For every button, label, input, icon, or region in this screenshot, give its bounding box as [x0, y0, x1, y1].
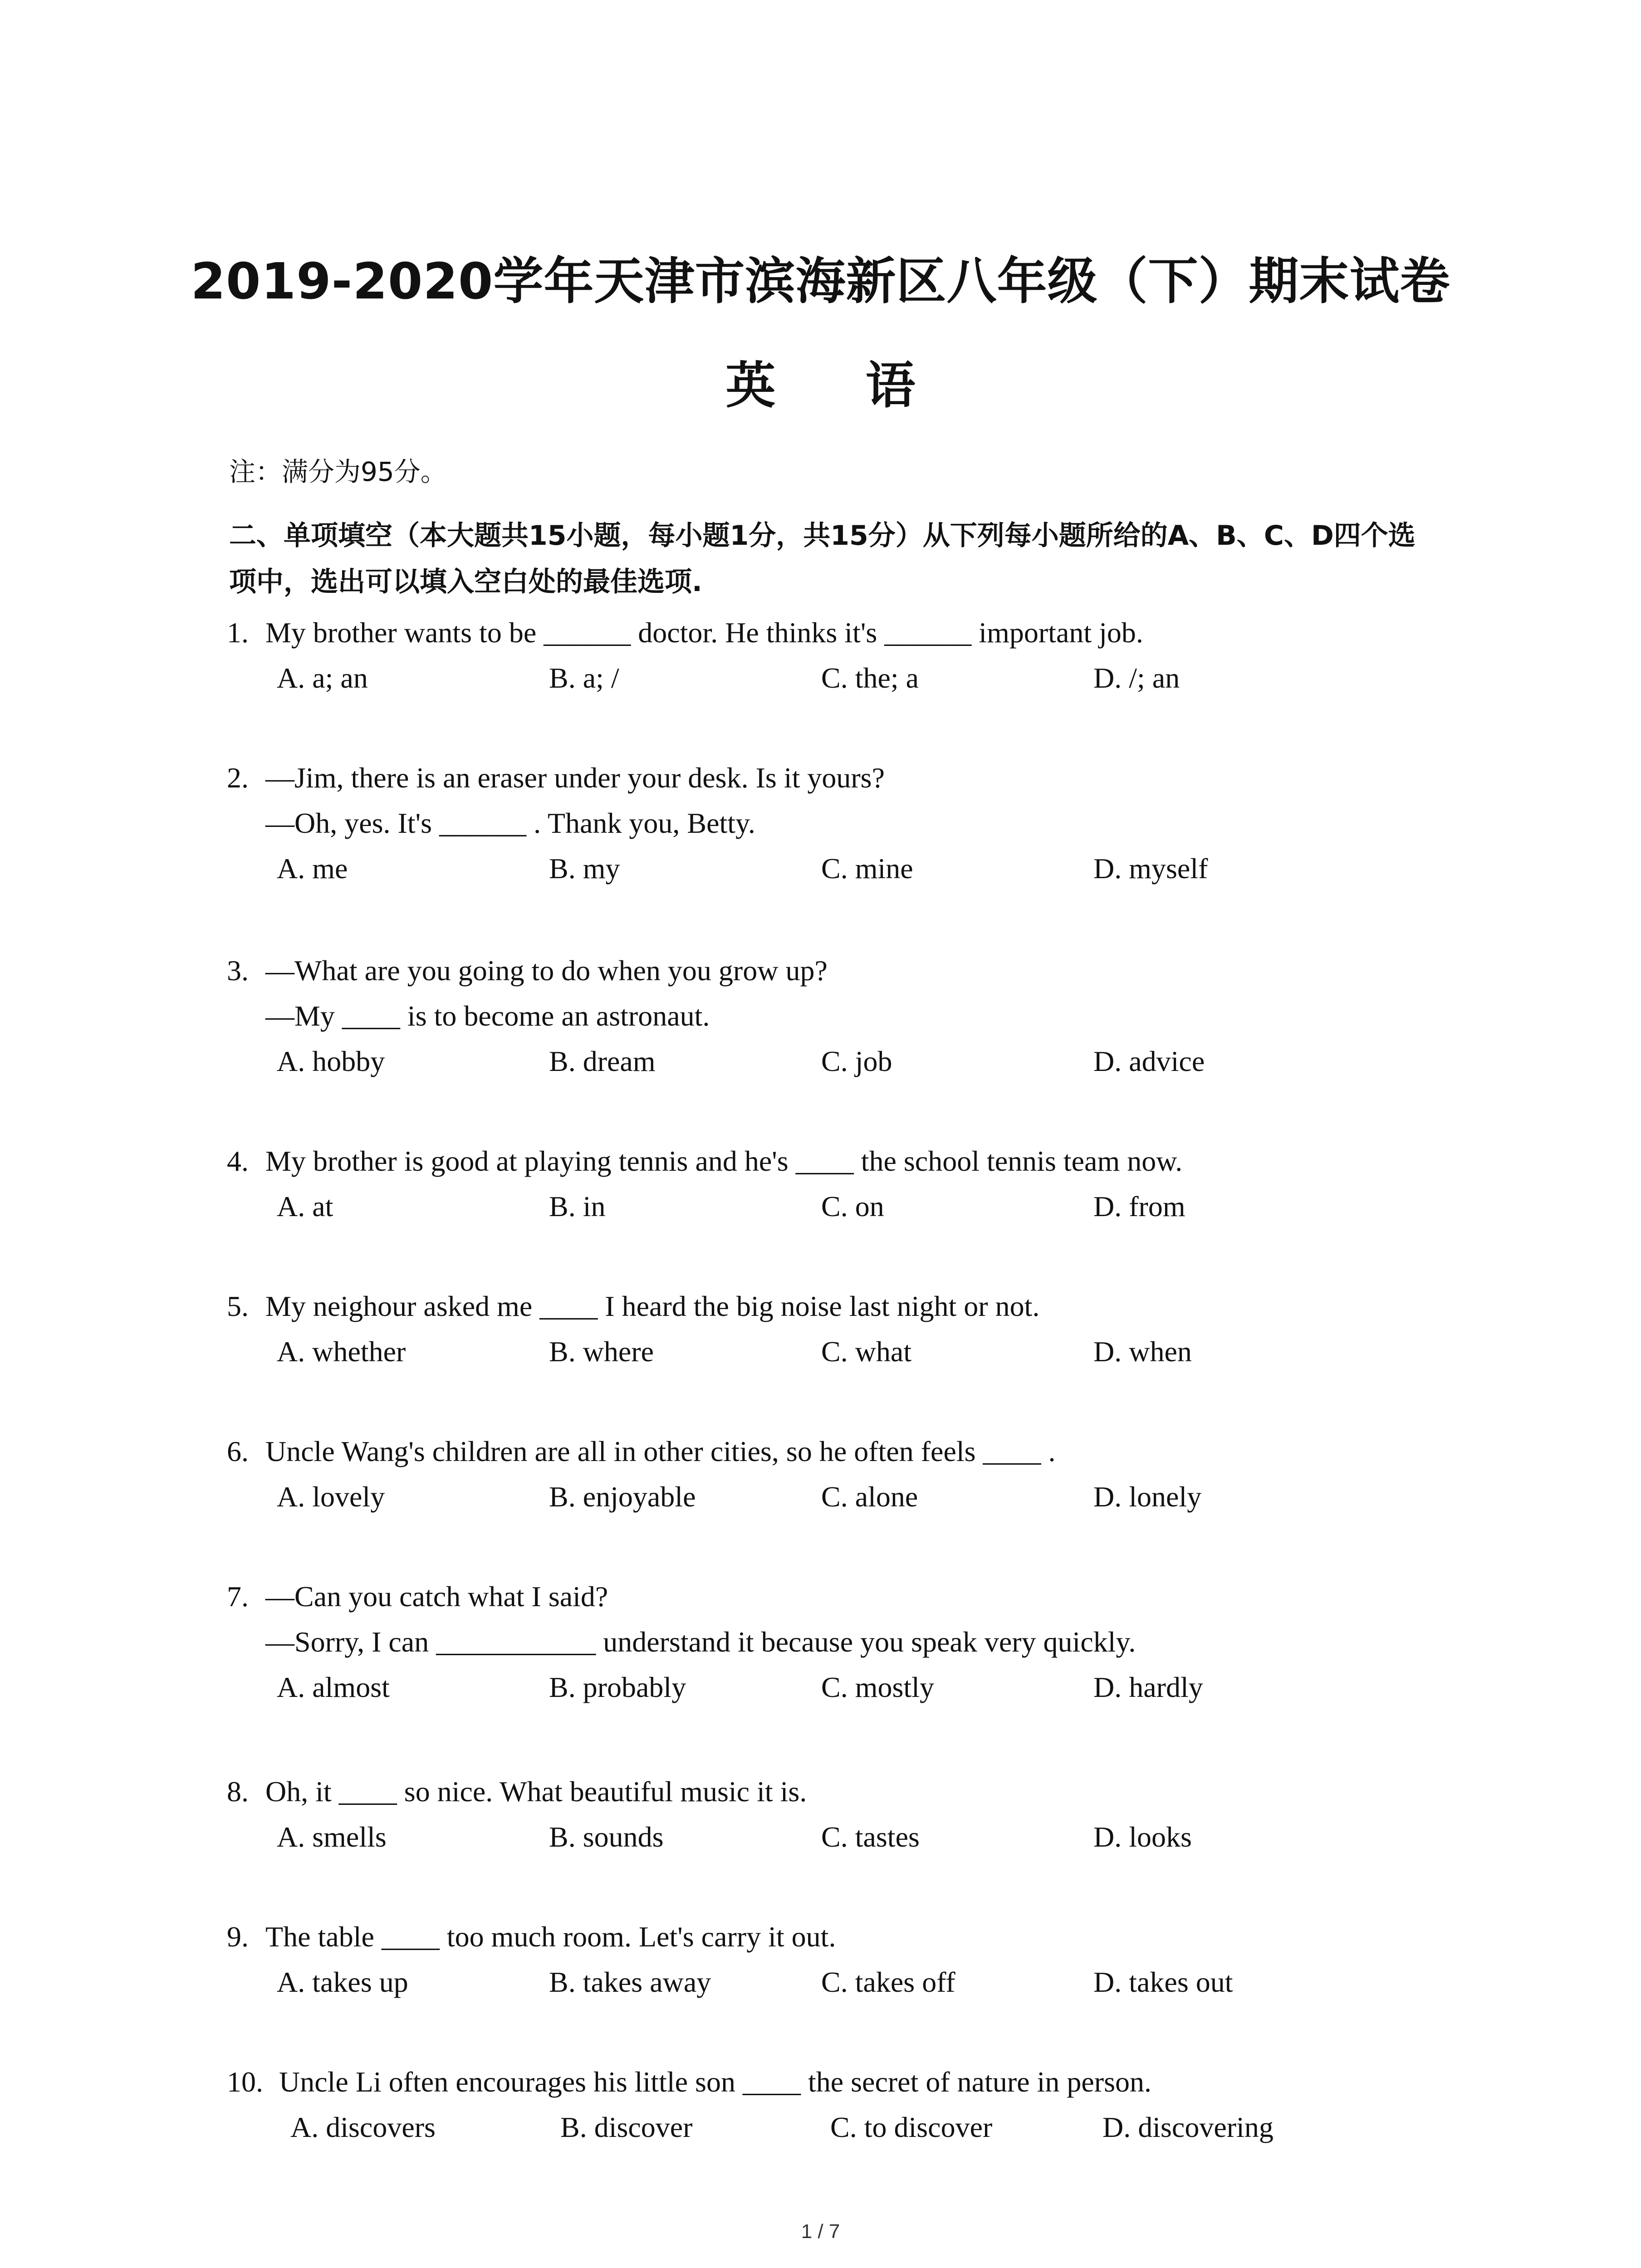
question-text: —Can you catch what I said? [265, 1580, 608, 1613]
page-title: 2019-2020学年天津市滨海新区八年级（下）期末试卷 [191, 252, 1450, 310]
question-text: —Jim, there is an eraser under your desk. Is it yours? [265, 762, 885, 794]
option-b: B. dream [549, 1045, 656, 1077]
option-a: A. me [277, 852, 348, 885]
option-c: C. mostly [821, 1671, 934, 1703]
option-a: A. discovers [290, 2111, 436, 2143]
option-a: A. smells [277, 1821, 387, 1853]
option-d: D. myself [1093, 852, 1208, 885]
question-4 [227, 1139, 1185, 1229]
option-a: A. takes up [277, 1966, 408, 1998]
option-row [277, 1474, 1202, 1520]
option-a: A. hobby [277, 1045, 385, 1077]
option-row [277, 1184, 1185, 1229]
question-number: 2. [227, 762, 249, 794]
question-number: 9. [227, 1921, 249, 1953]
question-text: My neighour asked me ____ I heard the big noise last night or not. [265, 1290, 1040, 1322]
option-a: A. lovely [277, 1481, 385, 1513]
question-number: 10. [227, 2066, 263, 2098]
option-d: D. /; an [1093, 662, 1180, 694]
subject-title: 英 语 [725, 357, 952, 415]
option-d: D. lonely [1093, 1481, 1202, 1513]
question-5 [227, 1284, 1192, 1374]
option-row [277, 1665, 1203, 1710]
option-d: D. hardly [1093, 1671, 1203, 1703]
option-a: A. at [277, 1190, 333, 1222]
question-6 [227, 1429, 1202, 1520]
page-number: 1 / 7 [801, 2220, 840, 2243]
section-heading: 二、单项填空（本大题共15小题，每小题1分，共15分）从下列每小题所给的A、B、C、D四个选项中，选出可以填入空白处的最佳选项. [229, 520, 1416, 598]
question-stem [227, 610, 1143, 655]
option-row [277, 1814, 1192, 1860]
question-stem [227, 948, 828, 993]
option-d: D. advice [1093, 1045, 1205, 1077]
option-row [277, 655, 1180, 701]
option-row [290, 2105, 1274, 2150]
question-text: Uncle Li often encourages his little son ____ the secret of nature in person. [279, 2066, 1151, 2098]
question-text: Oh, it ____ so nice. What beautiful music it is. [265, 1775, 807, 1808]
option-b: B. takes away [549, 1966, 711, 1998]
question-stem [227, 1139, 1182, 1184]
question-text-continued: —Oh, yes. It's ______ . Thank you, Betty. [265, 807, 755, 839]
option-b: B. where [549, 1335, 654, 1368]
option-b: B. sounds [549, 1821, 664, 1853]
question-text: —What are you going to do when you grow up? [265, 954, 828, 987]
option-d: D. discovering [1102, 2111, 1274, 2143]
option-a: A. whether [277, 1335, 406, 1368]
question-stem [227, 755, 885, 801]
question-text: Uncle Wang's children are all in other cities, so he often feels ____ . [265, 1435, 1056, 1467]
question-text-continued: —Sorry, I can ___________ understand it because you speak very quickly. [265, 1626, 1136, 1658]
option-b: B. in [549, 1190, 606, 1222]
option-c: C. tastes [821, 1821, 920, 1853]
option-a: A. almost [277, 1671, 390, 1703]
question-number: 7. [227, 1580, 249, 1613]
question-stem [227, 1914, 836, 1960]
question-number: 5. [227, 1290, 249, 1322]
option-b: B. my [549, 852, 620, 885]
question-text-continued: —My ____ is to become an astronaut. [265, 1000, 710, 1032]
question-number: 4. [227, 1145, 249, 1177]
question-text: My brother wants to be ______ doctor. He thinks it's ______ important job. [265, 616, 1143, 649]
option-c: C. mine [821, 852, 913, 885]
option-row [277, 1329, 1192, 1374]
question-9 [227, 1914, 1233, 2005]
question-1 [227, 610, 1180, 701]
question-text: My brother is good at playing tennis and he's ____ the school tennis team now. [265, 1145, 1183, 1177]
option-d: D. when [1093, 1335, 1192, 1368]
question-stem [227, 1769, 807, 1814]
question-stem [227, 1574, 1136, 1619]
question-8 [227, 1769, 1192, 1860]
option-row [277, 846, 1208, 891]
option-d: D. takes out [1093, 1966, 1233, 1998]
option-a: A. a; an [277, 662, 368, 694]
option-c: C. to discover [830, 2111, 993, 2143]
question-2 [227, 755, 1208, 891]
option-b: B. enjoyable [549, 1481, 696, 1513]
question-3 [227, 948, 1205, 1084]
option-d: D. from [1093, 1190, 1185, 1222]
option-c: C. job [821, 1045, 892, 1077]
question-number: 3. [227, 954, 249, 987]
option-c: C. on [821, 1190, 884, 1222]
option-c: C. what [821, 1335, 912, 1368]
option-c: C. alone [821, 1481, 918, 1513]
score-note: 注：满分为95分。 [229, 456, 447, 487]
question-10 [227, 2059, 1274, 2150]
question-number: 1. [227, 616, 249, 649]
question-stem [227, 1429, 1056, 1474]
question-7 [227, 1574, 1203, 1710]
question-stem [227, 2059, 1151, 2105]
question-stem [227, 1284, 1039, 1329]
option-row [277, 1039, 1205, 1084]
question-number: 6. [227, 1435, 249, 1467]
option-c: C. takes off [821, 1966, 955, 1998]
option-b: B. discover [560, 2111, 693, 2143]
option-b: B. probably [549, 1671, 686, 1703]
option-d: D. looks [1093, 1821, 1192, 1853]
question-number: 8. [227, 1775, 249, 1808]
option-row [277, 1960, 1233, 2005]
question-text: The table ____ too much room. Let's carry it out. [265, 1921, 836, 1953]
option-b: B. a; / [549, 662, 619, 694]
option-c: C. the; a [821, 662, 919, 694]
